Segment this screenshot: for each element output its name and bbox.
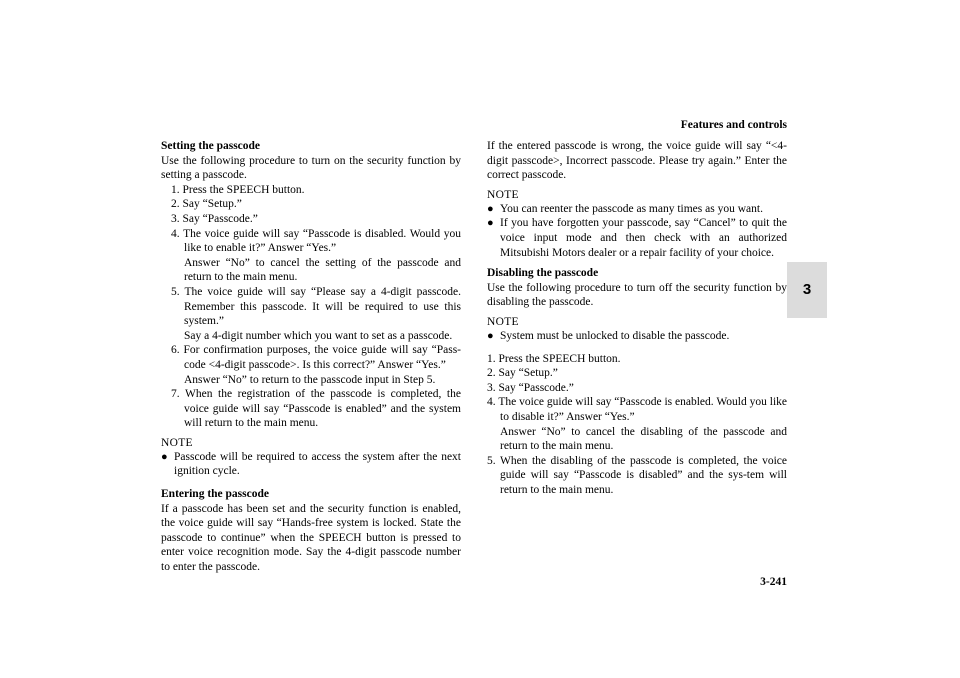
setting-step: 6. For confirmation purposes, the voice guide will say “Pass-code <4-digit passcode>. Is this correct?” Answer “Yes.” [171,344,461,371]
note-item: ● System must be unlocked to disable the passcode. [487,329,730,342]
bullet-icon: ● [487,329,494,342]
note-item: ● You can reenter the passcode as many times as you want. [487,202,763,215]
setting-passcode-heading: Setting the passcode [161,140,261,152]
note-label: NOTE [487,188,519,201]
setting-step: 3. Say “Passcode.” [171,212,258,225]
setting-steps-list [161,183,461,431]
disabling-step: 4. The voice guide will say “Passcode is enabled. Would you like to disable it?” Answer “Yes.” [487,396,787,423]
chapter-tab-label: 3 [802,280,812,298]
note-label: NOTE [487,315,519,328]
entering-passcode-heading: Entering the passcode [161,488,269,501]
disabling-step: 1. Press the SPEECH button. [487,352,621,365]
bullet-icon: ● [487,202,494,215]
bullet-icon: ● [161,450,168,463]
note-label: NOTE [161,436,193,449]
setting-step-continuation: Answer “No” to cancel the setting of the passcode and return to the main menu. [184,256,461,284]
note-item: ● If you have forgotten your passcode, say “Cancel” to quit the voice input mode and then check with an authorized Mitsubishi Motors dealer or a repair facility of your choice. [487,217,787,259]
setting-step: 2. Say “Setup.” [171,198,242,211]
bullet-icon: ● [487,217,494,230]
left-column [161,139,461,575]
setting-step: 7. When the registration of the passcode is completed, the voice guide will say “Passcode is enabled” and the system will return to the main menu. [171,388,461,430]
entering-passcode-body: If a passcode has been set and the security function is enabled, the voice guide will say “Hands-free system is locked. State the passcode to continue” when the SPEECH button is pressed to enter voice recognition mode. Say the 4-digit passcode number to enter the passcode. [161,502,461,574]
disabling-steps-list [487,352,787,498]
disabling-step: 2. Say “Setup.” [487,367,558,380]
disabling-step: 3. Say “Passcode.” [487,381,574,394]
wrong-passcode-text: If the entered passcode is wrong, the voice guide will say “<4-digit passcode>, Incorrect passcode. Please try again.” Enter the correct passcode. [487,140,787,182]
setting-step: 4. The voice guide will say “Passcode is disabled. Would you like to enable it?” Answer “Yes.” [171,227,462,255]
setting-passcode-intro: Use the following procedure to turn on the security function by setting a passcode. [161,154,461,182]
note-item: ● Passcode will be required to access the system after the next ignition cycle. [161,450,461,478]
page-number: 3-241 [760,576,787,588]
setting-step-continuation: Say a 4-digit number which you want to set as a passcode. [184,329,453,342]
right-column [487,139,787,497]
chapter-tab [787,262,827,318]
page-header-title: Features and controls [680,119,787,131]
disabling-step-continuation: Answer “No” to cancel the disabling of the passcode and return to the main menu. [500,425,787,453]
disabling-passcode-intro: Use the following procedure to turn off the security function by disabling the passcode. [487,281,787,309]
setting-step: 1. Press the SPEECH button. [171,183,305,196]
disabling-step: 5. When the disabling of the passcode is completed, the voice guide will say “Passcode is disabled” and the sys-tem will return to the main menu. [487,454,788,496]
setting-step: 5. The voice guide will say “Please say a 4-digit passcode. Remember this passcode. It will be required to use this system.” [171,285,462,328]
setting-step-continuation: Answer “No” to return to the passcode input in Step 5. [184,373,436,386]
disabling-passcode-heading: Disabling the passcode [487,267,599,280]
